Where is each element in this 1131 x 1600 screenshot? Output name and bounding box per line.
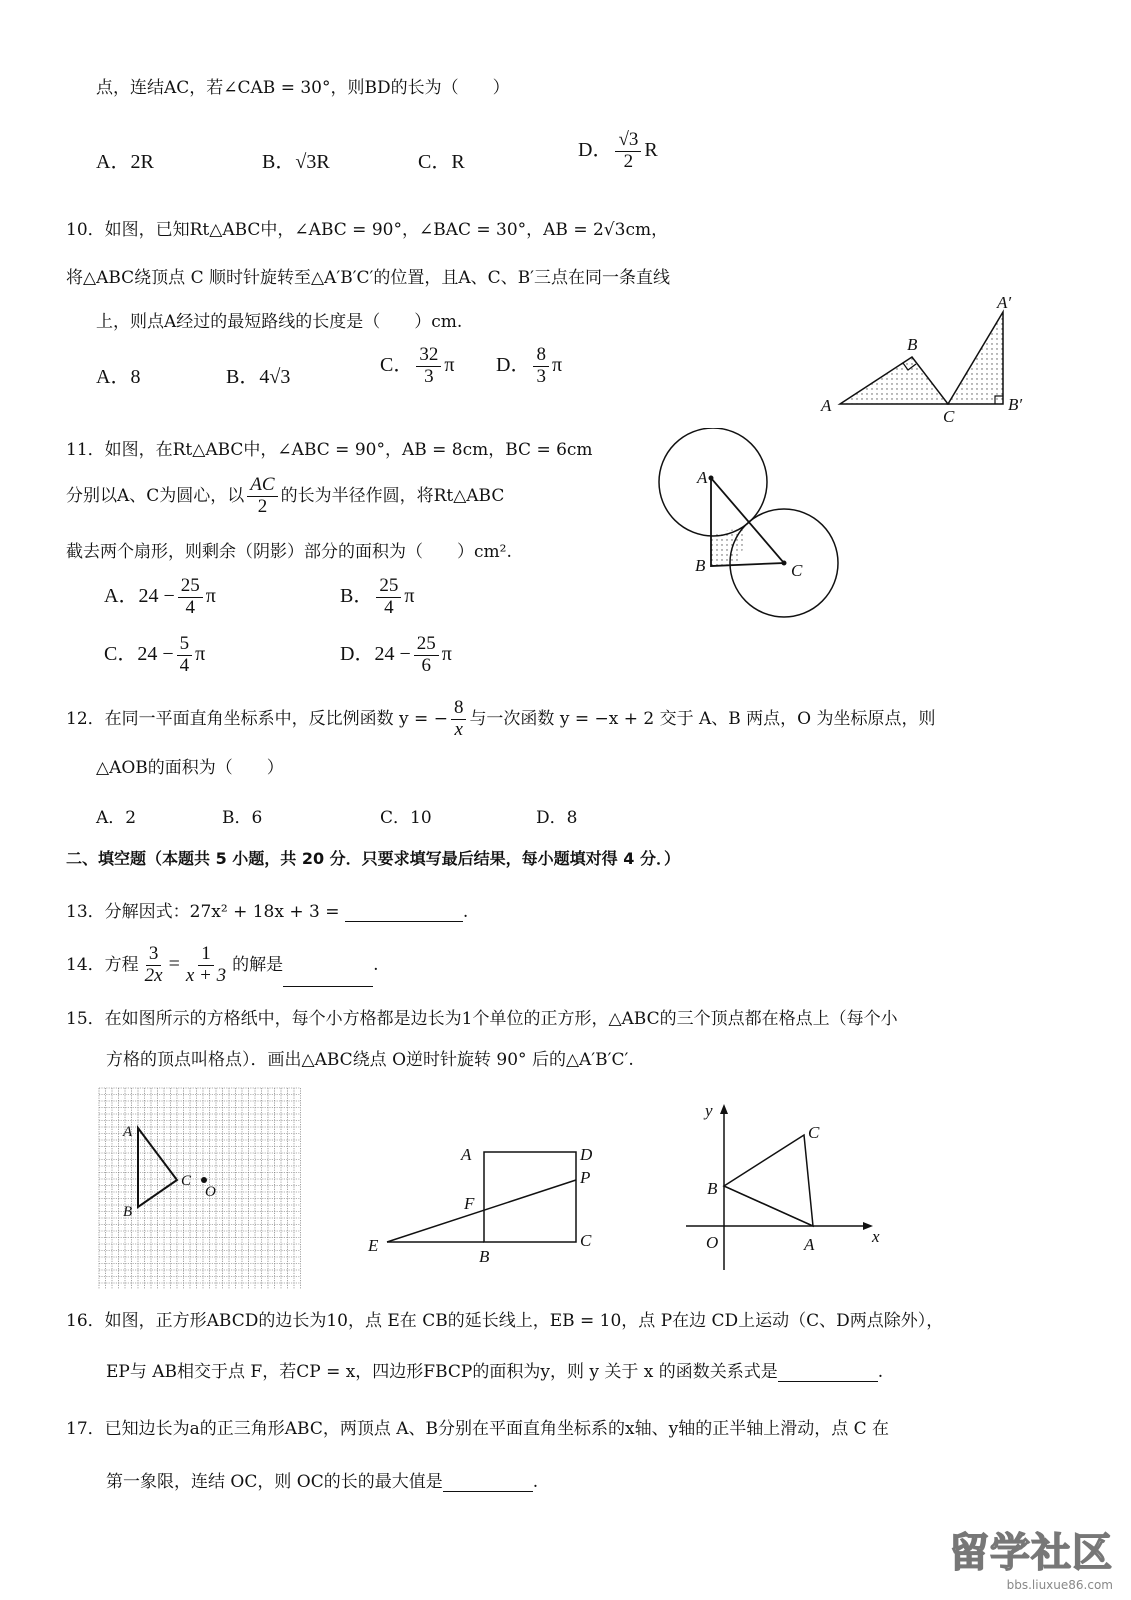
q17-line2: 第一象限，连结 OC，则 OC的长的最大值是 . [106, 1472, 539, 1492]
q12-option-b: B．6 [222, 808, 263, 828]
q11-option-b: B． $\frac{25}{4}$ π [340, 575, 415, 618]
q10-line1: 10．如图，已知Rt△ABC中，∠ABC = 90°，∠BAC = 30°，AB = 2√3cm， [66, 220, 669, 240]
watermark [949, 1521, 1113, 1592]
grid-label-c: C [181, 1173, 192, 1189]
q16-answer-blank[interactable] [778, 1363, 878, 1382]
triangle-abc [840, 357, 948, 404]
point-a [709, 476, 714, 481]
label-a: A [697, 468, 708, 487]
shaded-region [711, 530, 744, 566]
label-a: A [821, 396, 832, 415]
label-b: B [907, 335, 918, 354]
fig17-label-o: O [706, 1233, 719, 1252]
fig16-label-p: P [580, 1168, 591, 1187]
q16-line1: 16．如图，正方形ABCD的边长为10，点 E在 CB的延长线上，EB = 10，点 P在边 CD上运动（C、D两点除外）， [66, 1311, 944, 1331]
fig17-label-x: x [872, 1227, 880, 1246]
point-o [201, 1177, 207, 1183]
fig16-label-e: E [368, 1236, 379, 1255]
q13: 13．分解因式：27x² + 18x + 3 = . [66, 902, 469, 922]
grid-label-a: A [123, 1124, 133, 1140]
fig16-label-c: C [580, 1231, 592, 1250]
fig17-label-c: C [808, 1123, 820, 1142]
q12-option-d: D．8 [536, 808, 578, 828]
q11-circles-figure [655, 428, 845, 623]
triangle-abc [724, 1135, 813, 1226]
grid-label-o: O [205, 1184, 216, 1200]
fig17-label-y: y [705, 1101, 713, 1120]
label-a2: A′ [997, 293, 1012, 312]
q11-line1: 11．如图，在Rt△ABC中，∠ABC = 90°，AB = 8cm，BC = 6cm [66, 440, 593, 460]
q11-option-c: C．24 − $\frac{5}{4}$ π [104, 633, 206, 676]
label-c: C [943, 407, 955, 426]
label-b: B [695, 556, 706, 575]
q10-option-b: B．4√3 [226, 366, 291, 388]
q9-option-c: C．R [418, 151, 465, 173]
grid-label-b: B [123, 1204, 133, 1220]
fig17-label-a: A [804, 1235, 815, 1254]
q10-option-d: D． $\frac{8}{3}$ π [496, 344, 563, 387]
q10-line2: 将△ABC绕顶点 C 顺时针旋转至△A′B′C′的位置，且A、C、B′三点在同一条直线 [66, 268, 671, 288]
fig16-label-a: A [461, 1145, 472, 1164]
q9-option-b: B．√3R [262, 151, 330, 173]
label-b2: B′ [1008, 395, 1023, 414]
watermark-logo: 留学社区 [949, 1530, 1113, 1576]
q10-line3: 上，则点A经过的最短路线的长度是（ ）cm. [96, 312, 463, 332]
square-abcd [484, 1152, 576, 1242]
q17-answer-blank[interactable] [443, 1473, 533, 1492]
q10-rotation-figure [815, 292, 1035, 430]
segment-ab [724, 1186, 813, 1226]
q14-answer-blank[interactable] [283, 968, 373, 987]
fig16-label-f: F [464, 1194, 475, 1213]
q17-line1: 17．已知边长为a的正三角形ABC，两顶点 A、B分别在平面直角坐标系的x轴、y轴的正半轴上滑动，点 C 在 [66, 1419, 890, 1439]
fig16-label-d: D [580, 1145, 593, 1164]
segment-ep [387, 1180, 576, 1242]
q12-option-a: A．2 [96, 808, 137, 828]
point-c [782, 561, 787, 566]
q16-square-figure [360, 1140, 605, 1275]
q13-answer-blank[interactable] [345, 903, 463, 922]
y-axis-arrow [720, 1104, 728, 1114]
q15-line1: 15．在如图所示的方格纸中，每个小方格都是边长为1个单位的正方形，△ABC的三个顶点都在格点上（每个小 [66, 1009, 898, 1029]
q12-option-c: C．10 [380, 808, 432, 828]
q15-line2: 方格的顶点叫格点）．画出△ABC绕点 O逆时针旋转 90° 后的△A′B′C′. [106, 1050, 634, 1070]
q10-option-a: A．8 [96, 366, 141, 388]
q12-line2: △AOB的面积为（ ） [96, 758, 284, 778]
label-c: C [791, 561, 803, 580]
fig17-label-b: B [707, 1179, 718, 1198]
section-2-heading: 二、填空题（本题共 5 小题，共 20 分．只要求填写最后结果，每小题填对得 4 分．） [66, 849, 680, 868]
triangle-a2b2c2 [948, 312, 1003, 404]
q12-line1: 12．在同一平面直角坐标系中，反比例函数 y = − $\frac{8}{x}$ 与一次函数 y = −x + 2 交于 A、B 两点，O 为坐标原点，则 [66, 697, 936, 740]
fig16-label-b: B [479, 1247, 490, 1266]
q9-option-d: D． $\frac{√3}{2}$ R [578, 129, 658, 172]
q11-line2: 分别以A、C为圆心，以 $\frac{AC}{2}$ 的长为半径作圆，将Rt△ABC [66, 474, 505, 517]
q9-stem: 点，连结AC，若∠CAB = 30°，则BD的长为（ ） [96, 78, 510, 98]
q10-option-c: C． $\frac{32}{3}$ π [380, 344, 455, 387]
watermark-url: bbs.liuxue86.com [1006, 1578, 1113, 1592]
q11-line3: 截去两个扇形，则剩余（阴影）部分的面积为（ ）cm². [66, 542, 512, 562]
q17-coordinate-figure [680, 1098, 890, 1278]
q9-option-a: A．2R [96, 151, 154, 173]
q11-option-d: D．24 − $\frac{25}{6}$ π [340, 633, 452, 676]
q14: 14．方程 $\frac{3}{2x}$ = $\frac{1}{x + 3}$ 的解是 . [66, 943, 379, 986]
grid-lines [99, 1088, 301, 1289]
q15-grid-figure [95, 1084, 310, 1289]
q11-option-a: A．24 − $\frac{25}{4}$ π [104, 575, 216, 618]
q16-line2: EP与 AB相交于点 F，若CP = x，四边形FBCP的面积为y，则 y 关于 x 的函数关系式是 . [106, 1362, 884, 1382]
